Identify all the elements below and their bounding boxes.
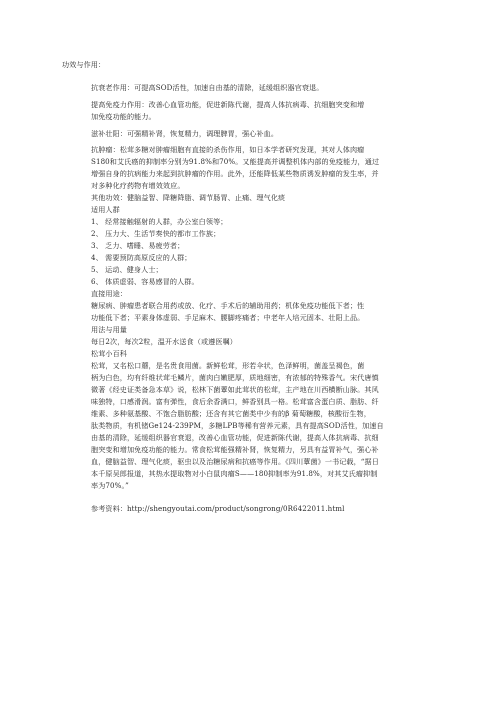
paragraph-encyclopedia-line-7: 由基的清除，延缓组织器官衰退，改善心血管功能，促进新陈代谢，提高人体抗病毒、抗细 — [91, 433, 379, 442]
paragraph-encyclopedia-line-2: 柄为白色，均有纤维状茸毛鳞片，菌肉白嫩肥厚，质地细密，有浓郁的特殊香气。宋代唐慎 — [91, 373, 379, 382]
paragraph-nourish: 滋补壮阳：可强精补肾，恢复精力，调理脾胃，强心补血。 — [91, 129, 279, 138]
section-encyclopedia: 松茸小百科 — [91, 349, 127, 358]
paragraph-encyclopedia-line-10: 本千原吴郎报道，其热水提取物对小白鼠肉瘤S——180抑制率为91.8%，对其艾氏瘤抑制 — [91, 469, 378, 478]
paragraph-encyclopedia-line-6: 肽类物质，有机锗Ge124-239PM，多糖LPB等稀有营养元素，具有提高SOD活性，加速自 — [91, 421, 384, 430]
paragraph-direct-use-line-2: 功能低下者；平素身体虚弱、手足麻木、腰脚疼痛者；中老年人培元固本、壮阳上品。 — [91, 313, 365, 322]
reference-link[interactable]: 参考资料：http://shengyoutai.com/product/songrong/0R6422011.html — [91, 504, 345, 513]
paragraph-encyclopedia-line-9: 血，健脑益智、理气化痰，驱虫以及治糖尿病和抗癌等作用。《四川蕈菌》一书记载，“据日 — [91, 457, 379, 466]
paragraph-encyclopedia-line-5: 维素、多种氨基酸、不饱合脂肪酸；还含有其它菌类中少有的β 菊萄糖酸，核酸衍生物， — [91, 409, 371, 418]
paragraph-encyclopedia-line-8: 胞突变和增加免疫功能的能力。常食松茸能强精补肾，恢复精力，另具有益胃补气，强心补 — [91, 445, 379, 454]
paragraph-encyclopedia-line-1: 松茸，又名松口蘑，是名贵食用菌。新鲜松茸，形若伞状，色泽鲜明，菌盖呈褐色，菌 — [91, 361, 365, 370]
list-item: 2、 压力大、生活节奏快的都市工作族； — [91, 229, 221, 238]
paragraph-anti-tumor-line-3: 增强自身的抗病能力来起到抗肿瘤的作用。此外，还能降低某些物质诱发肿瘤的发生率，并 — [91, 169, 379, 178]
paragraph-anti-tumor-line-2: S180和艾氏癌的抑制率分别为91.8%和70%。又能提高并调整机体内部的免疫能力，通过 — [91, 157, 380, 166]
paragraph-anti-tumor-line-1: 抗肿瘤：松茸多糖对肿瘤细胞有直接的杀伤作用，如日本学者研究发现，其对人体肉瘤 — [91, 145, 365, 154]
document-heading: 功效与作用： — [62, 60, 106, 69]
list-item: 5、 运动、健身人士； — [91, 265, 163, 274]
paragraph-encyclopedia-line-3: 微著《经史证类备急本草》说，松林下菌蕈如此茸状的松茸，主产地在川西横断山脉。其风 — [91, 385, 379, 394]
list-item: 4、 需要预防高原反应的人群； — [91, 253, 192, 262]
paragraph-other-effects: 其他功效：健脑益智、降糖降脂、调节肠胃、止痛、理气化痰 — [91, 193, 286, 202]
paragraph-anti-tumor-line-4: 对多种化疗药物有增效效应。 — [91, 181, 185, 190]
paragraph-anti-aging: 抗衰老作用：可提高SOD活性，加速自由基的清除，延缓组织器官衰退。 — [91, 83, 324, 92]
section-direct-use: 直接用途： — [91, 289, 127, 298]
paragraph-immunity-line-1: 提高免疫力作用：改善心血管功能，促进新陈代谢，提高人体抗病毒、抗细胞突变和增 — [91, 100, 365, 109]
paragraph-encyclopedia-line-11: 率为70%。” — [91, 481, 129, 490]
paragraph-dosage: 每日2次，每次2粒，温开水送食（或遵医嘱） — [91, 337, 237, 346]
paragraph-immunity-line-2: 加免疫功能的能力。 — [91, 112, 156, 121]
paragraph-direct-use-line-1: 糖尿病、肿瘤患者联合用药或放、化疗、手术后的辅助用药；机体免疫功能低下者；性 — [91, 301, 365, 310]
section-suitable-people: 适用人群 — [91, 205, 120, 214]
list-item: 3、 乏力、嗜睡、易疲劳者； — [91, 241, 185, 250]
list-item: 6、 体质虚弱、容易感冒的人群。 — [91, 277, 199, 286]
list-item: 1、 经常接触辐射的人群，办公室白领等； — [91, 217, 228, 226]
paragraph-encyclopedia-line-4: 味独特，口感滑润。富有弹性，食后余香满口，鲜香别具一格。松茸富含蛋白质、脂肪、纤 — [91, 397, 379, 406]
section-usage-dosage: 用法与用量 — [91, 325, 127, 334]
